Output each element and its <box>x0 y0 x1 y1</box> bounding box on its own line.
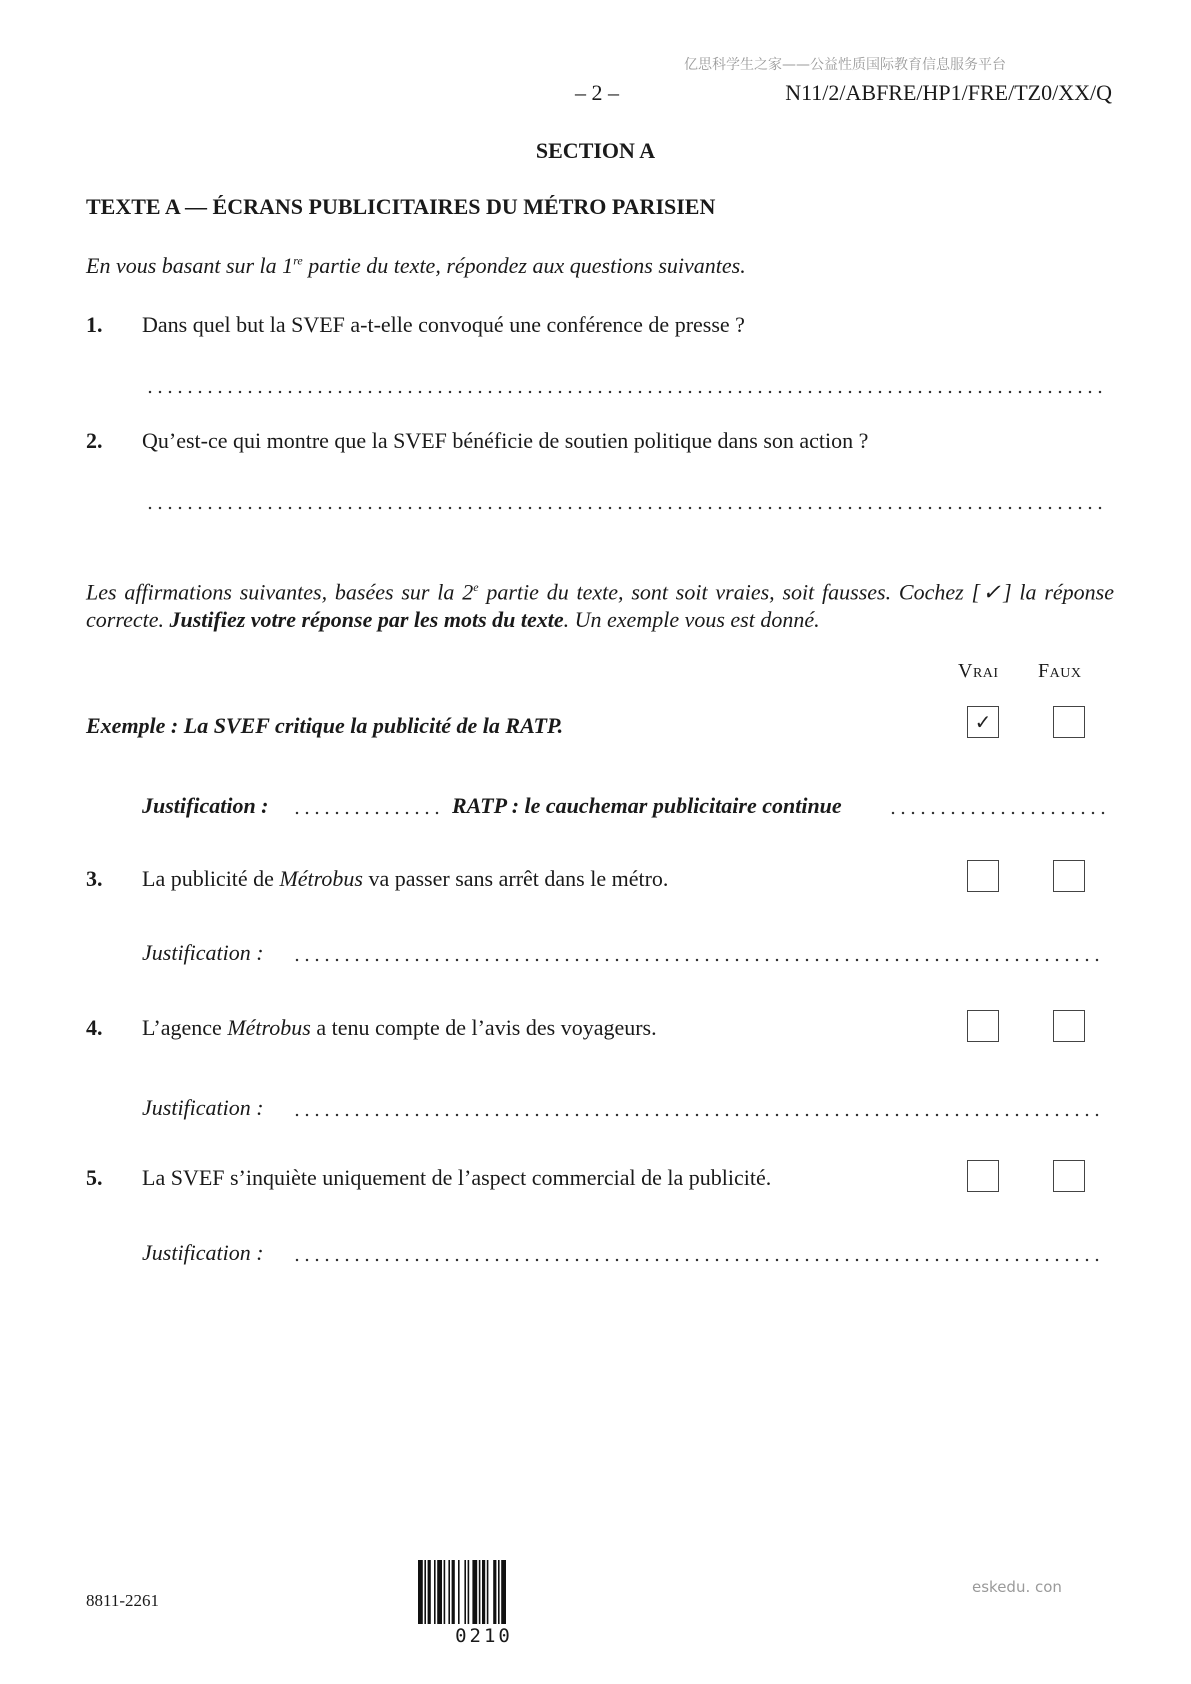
justification-label: Justification : <box>142 940 264 965</box>
check-icon: ✓ <box>974 710 992 734</box>
dotted-leader <box>888 811 1110 815</box>
example-justification-answer: RATP : le cauchemar publicitaire continue <box>452 793 842 818</box>
statement-number: 4. <box>86 1015 103 1040</box>
column-header-false: Faux <box>1038 660 1082 682</box>
barcode-bar <box>487 1560 489 1624</box>
barcode-bar <box>464 1560 466 1624</box>
footer-code: 8811-2261 <box>86 1591 160 1610</box>
statement-number: 5. <box>86 1165 103 1190</box>
watermark-bottom: eskedu. con <box>972 1578 1062 1596</box>
justification-answer-line[interactable] <box>292 1113 1105 1117</box>
statement-true-checkbox[interactable] <box>967 1160 999 1192</box>
barcode-number: 0210 <box>455 1625 513 1647</box>
barcode-bar <box>501 1560 506 1624</box>
barcode-bar <box>493 1560 496 1624</box>
page-number: – 2 – <box>575 80 619 105</box>
barcode-bar <box>428 1560 431 1624</box>
barcode-bar <box>452 1560 455 1624</box>
question-text: Dans quel but la SVEF a-t-elle convoqué une conférence de presse ? <box>142 312 745 337</box>
barcode <box>418 1560 550 1624</box>
statement-true-checkbox[interactable] <box>967 860 999 892</box>
statement-false-checkbox[interactable] <box>1053 1160 1085 1192</box>
statement-text: La publicité de Métrobus va passer sans arrêt dans le métro. <box>142 866 669 891</box>
section-title: SECTION A <box>535 138 656 163</box>
answer-line[interactable] <box>145 390 1105 394</box>
watermark-top: 亿思科学生之家——公益性质国际教育信息服务平台 <box>684 57 1006 73</box>
statement-false-checkbox[interactable] <box>1053 860 1085 892</box>
justification-answer-line[interactable] <box>292 1258 1105 1262</box>
barcode-bar <box>444 1560 446 1624</box>
statement-text: La SVEF s’inquiète uniquement de l’aspect commercial de la publicité. <box>142 1165 772 1190</box>
column-header-true: Vrai <box>958 660 999 682</box>
barcode-bar <box>472 1560 477 1624</box>
barcode-bar <box>418 1560 423 1624</box>
barcode-bar <box>458 1560 460 1624</box>
statement-text: L’agence Métrobus a tenu compte de l’avis des voyageurs. <box>142 1015 657 1040</box>
document-code: N11/2/ABFRE/HP1/FRE/TZ0/XX/Q <box>785 80 1112 105</box>
dotted-leader <box>292 811 442 815</box>
barcode-bar <box>437 1560 442 1624</box>
justification-label: Justification : <box>142 1240 264 1265</box>
question-number: 2. <box>86 428 103 453</box>
barcode-bar <box>479 1560 481 1624</box>
barcode-bar <box>434 1560 436 1624</box>
statement-number: 3. <box>86 866 103 891</box>
part2-instruction: Les affirmations suivantes, basées sur la 2e partie du texte, sont soit vraies, soit fausses. Cochez [✓] la réponse correcte. Justifiez votre réponse par les mots du texte. Un exemple vous est donné. <box>86 579 1114 633</box>
text-title: TEXTE A — ÉCRANS PUBLICITAIRES DU MÉTRO PARISIEN <box>86 194 716 219</box>
barcode-bar <box>468 1560 470 1624</box>
example-statement: Exemple : La SVEF critique la publicité de la RATP. <box>86 713 564 738</box>
justification-answer-line[interactable] <box>292 958 1105 962</box>
part1-instruction: En vous basant sur la 1re partie du texte, répondez aux questions suivantes. <box>86 253 746 278</box>
example-justification-label: Justification : <box>142 793 269 818</box>
answer-line[interactable] <box>145 506 1105 510</box>
question-text: Qu’est-ce qui montre que la SVEF bénéficie de soutien politique dans son action ? <box>142 428 869 453</box>
question-number: 1. <box>86 312 103 337</box>
barcode-bar <box>482 1560 485 1624</box>
barcode-bar <box>448 1560 450 1624</box>
barcode-bar <box>498 1560 500 1624</box>
justification-label: Justification : <box>142 1095 264 1120</box>
example-true-checkbox[interactable] <box>967 706 999 738</box>
example-false-checkbox[interactable] <box>1053 706 1085 738</box>
barcode-bar <box>424 1560 426 1624</box>
statement-false-checkbox[interactable] <box>1053 1010 1085 1042</box>
statement-true-checkbox[interactable] <box>967 1010 999 1042</box>
